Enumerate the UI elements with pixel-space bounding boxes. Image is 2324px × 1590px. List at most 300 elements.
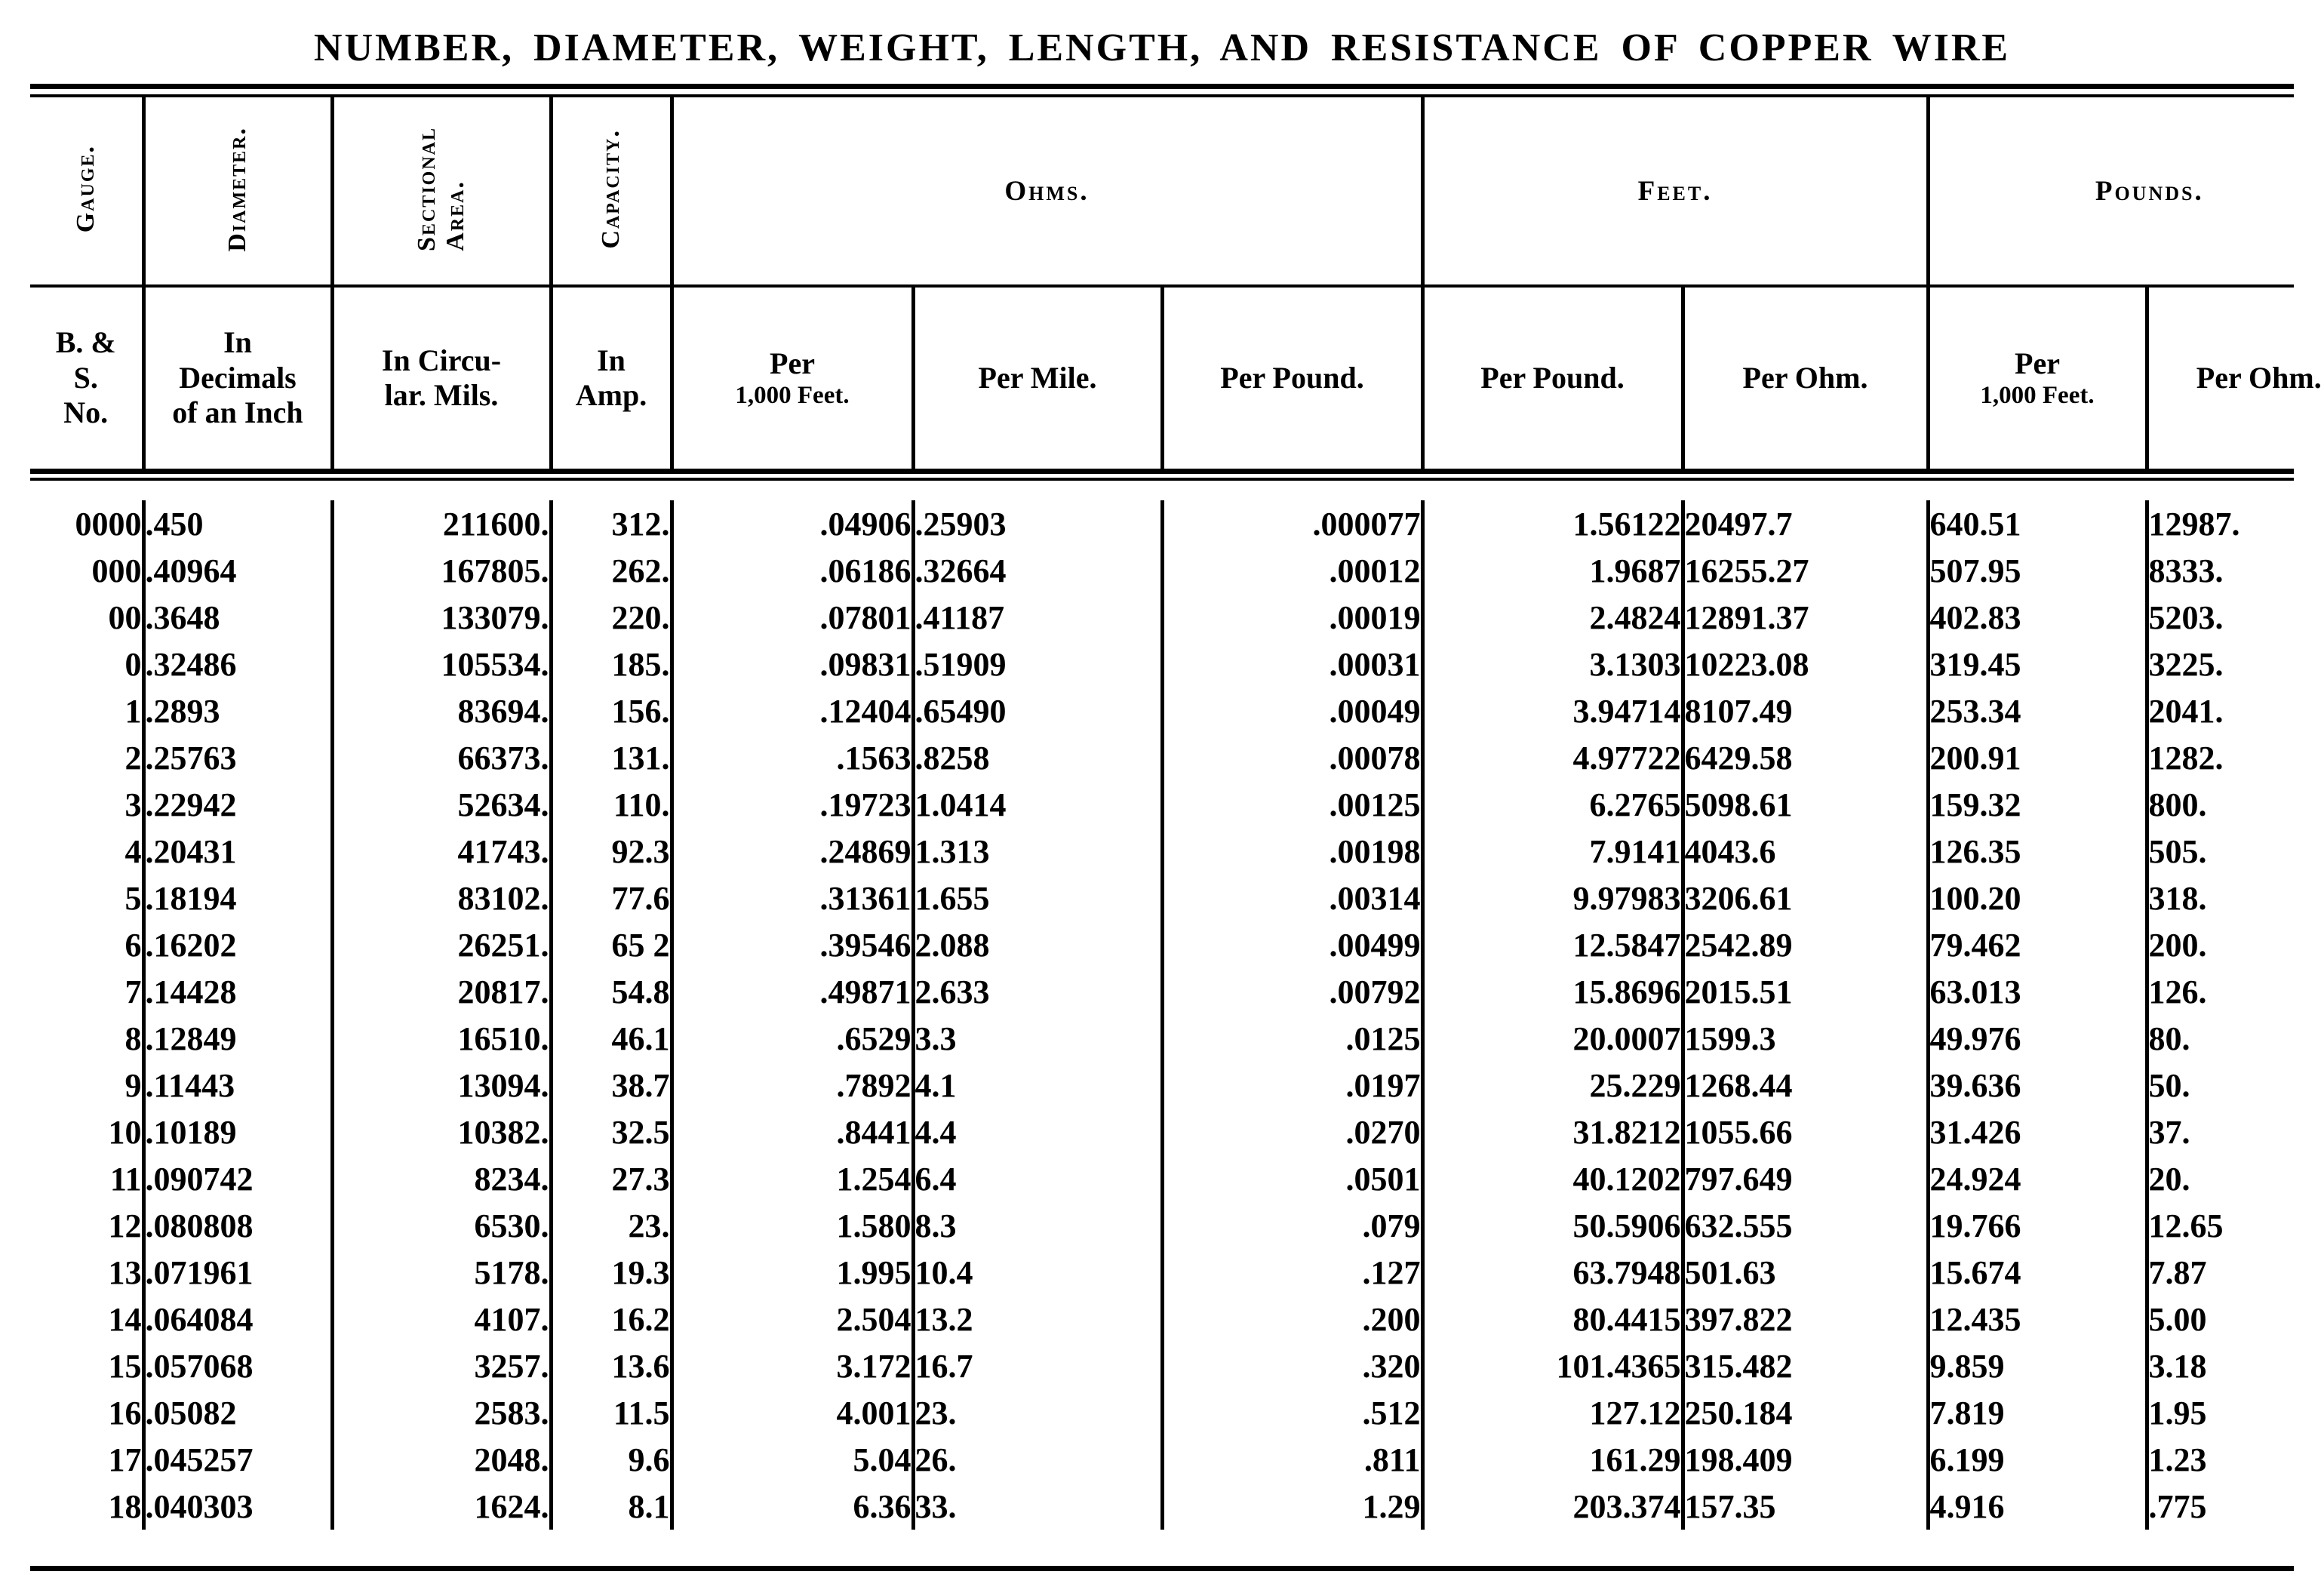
cell-ohms-per-1-000-feet: 1.995 <box>672 1249 913 1296</box>
cell-pounds-per-ohm: 200. <box>2147 921 2324 968</box>
cell-feet-per-pound: 40.1202 <box>1422 1155 1683 1202</box>
cell-ohms-per-1-000-feet: .04906 <box>672 500 913 547</box>
cell-pounds-per-ohm: 1282. <box>2147 734 2324 781</box>
cell-ohms-per-1-000-feet: .8441 <box>672 1109 913 1155</box>
cell-capacity-in-amp: 46.1 <box>551 1015 672 1062</box>
cell-ohms-per-pound: .079 <box>1162 1202 1422 1249</box>
cell-gauge-b-s-no: 15 <box>108 1347 142 1385</box>
cell-ohms-per-pound: .00012 <box>1162 547 1422 594</box>
cell-feet-per-ohm: 2542.89 <box>1683 921 1928 968</box>
cell-capacity-in-amp: 16.2 <box>551 1296 672 1342</box>
cell-feet-per-pound: 7.9141 <box>1422 828 1683 875</box>
table-row <box>30 641 2324 687</box>
page-title: NUMBER, DIAMETER, WEIGHT, LENGTH, AND RESISTANCE OF COPPER WIRE <box>313 26 2011 69</box>
table-row <box>30 1109 2324 1155</box>
header-sectional-area-line1: Sectional <box>413 127 441 251</box>
cell-capacity-in-amp: 185. <box>551 641 672 687</box>
cell-ohms-per-mile: .41187 <box>913 594 1162 641</box>
cell-pounds-per-ohm: 505. <box>2147 828 2324 875</box>
table-row <box>30 828 2324 875</box>
table-row <box>30 1249 2324 1296</box>
cell-feet-per-pound: 9.97983 <box>1422 875 1683 921</box>
header-feet-group: Feet. <box>1422 97 1928 284</box>
cell-gauge-b-s-no: 2 <box>124 739 142 777</box>
cell-pounds-per-1-000-feet: 19.766 <box>1928 1202 2147 1249</box>
cell-ohms-per-1-000-feet: .12404 <box>672 687 913 734</box>
cell-pounds-per-1-000-feet: 24.924 <box>1928 1155 2147 1202</box>
cell-capacity-in-amp: 32.5 <box>551 1109 672 1155</box>
table-row <box>30 687 2324 734</box>
cell-sectional-area-in-circular-mils: 16510. <box>332 1015 551 1062</box>
cell-capacity-in-amp: 131. <box>551 734 672 781</box>
cell-feet-per-ohm: 12891.37 <box>1683 594 1928 641</box>
cell-ohms-per-1-000-feet: .31361 <box>672 875 913 921</box>
cell-capacity-in-amp: 13.6 <box>551 1342 672 1389</box>
cell-ohms-per-1-000-feet: .09831 <box>672 641 913 687</box>
cell-diameter-in-decimals-of-an-inch: .080808 <box>143 1202 332 1249</box>
cell-ohms-per-pound: .127 <box>1162 1249 1422 1296</box>
cell-feet-per-pound: 3.1303 <box>1422 641 1683 687</box>
cell-gauge-b-s-no: 11 <box>109 1160 142 1198</box>
cell-sectional-area-in-circular-mils: 167805. <box>332 547 551 594</box>
cell-diameter-in-decimals-of-an-inch: .05082 <box>143 1389 332 1436</box>
copper-wire-subheader-table <box>30 288 2324 469</box>
cell-pounds-per-1-000-feet: 200.91 <box>1928 734 2147 781</box>
table-row <box>30 1342 2324 1389</box>
cell-gauge-b-s-no: 4 <box>124 832 142 870</box>
cell-feet-per-ohm: 1268.44 <box>1683 1062 1928 1109</box>
cell-ohms-per-pound: .000077 <box>1162 500 1422 547</box>
cell-ohms-per-1-000-feet: 3.172 <box>672 1342 913 1389</box>
cell-ohms-per-1-000-feet: .49871 <box>672 968 913 1015</box>
copper-wire-data-table <box>30 500 2324 1530</box>
cell-feet-per-ohm: 6429.58 <box>1683 734 1928 781</box>
cell-pounds-per-1-000-feet: 402.83 <box>1928 594 2147 641</box>
cell-pounds-per-1-000-feet: 15.674 <box>1928 1249 2147 1296</box>
cell-capacity-in-amp: 9.6 <box>551 1436 672 1483</box>
cell-sectional-area-in-circular-mils: 20817. <box>332 968 551 1015</box>
cell-diameter-in-decimals-of-an-inch: .11443 <box>143 1062 332 1109</box>
cell-ohms-per-mile: 8.3 <box>913 1202 1162 1249</box>
cell-ohms-per-mile: .51909 <box>913 641 1162 687</box>
header-capacity-label: Capacity. <box>597 129 625 249</box>
cell-diameter-in-decimals-of-an-inch: .25763 <box>143 734 332 781</box>
cell-ohms-per-1-000-feet: 2.504 <box>672 1296 913 1342</box>
subheader-decimals-inch <box>143 288 332 469</box>
cell-gauge-b-s-no: 13 <box>108 1253 142 1291</box>
cell-capacity-in-amp: 220. <box>551 594 672 641</box>
cell-ohms-per-mile: 4.4 <box>913 1109 1162 1155</box>
cell-diameter-in-decimals-of-an-inch: .045257 <box>143 1436 332 1483</box>
body-top-spacer <box>30 481 2294 500</box>
subheader-pounds-per-ohm: Per Ohm. <box>2147 288 2324 469</box>
cell-capacity-in-amp: 262. <box>551 547 672 594</box>
cell-feet-per-pound: 2.4824 <box>1422 594 1683 641</box>
cell-feet-per-ohm: 250.184 <box>1683 1389 1928 1436</box>
cell-capacity-in-amp: 156. <box>551 687 672 734</box>
cell-gauge-b-s-no: 17 <box>108 1441 142 1478</box>
table-row <box>30 1296 2324 1342</box>
cell-diameter-in-decimals-of-an-inch: .18194 <box>143 875 332 921</box>
cell-pounds-per-1-000-feet: 39.636 <box>1928 1062 2147 1109</box>
subheader-circular-mils <box>332 288 551 469</box>
cell-ohms-per-pound: .200 <box>1162 1296 1422 1342</box>
cell-ohms-per-pound: .811 <box>1162 1436 1422 1483</box>
cell-gauge-b-s-no: 0000 <box>75 505 142 543</box>
cell-gauge-b-s-no: 000 <box>91 552 142 589</box>
cell-sectional-area-in-circular-mils: 105534. <box>332 641 551 687</box>
header-sub-row <box>30 288 2324 469</box>
cell-diameter-in-decimals-of-an-inch: .16202 <box>143 921 332 968</box>
cell-gauge-b-s-no: 16 <box>108 1394 142 1432</box>
cell-capacity-in-amp: 312. <box>551 500 672 547</box>
cell-diameter-in-decimals-of-an-inch: .22942 <box>143 781 332 828</box>
subheader-ohms-per-1000-feet-line1: Per <box>770 346 815 380</box>
cell-feet-per-pound: 161.29 <box>1422 1436 1683 1483</box>
table-row <box>30 1062 2324 1109</box>
subheader-ohms-per-1000-feet <box>672 288 913 469</box>
cell-sectional-area-in-circular-mils: 13094. <box>332 1062 551 1109</box>
cell-pounds-per-ohm: 20. <box>2147 1155 2324 1202</box>
table-row <box>30 1155 2324 1202</box>
cell-diameter-in-decimals-of-an-inch: .064084 <box>143 1296 332 1342</box>
header-gauge <box>30 97 143 284</box>
cell-ohms-per-pound: .0125 <box>1162 1015 1422 1062</box>
cell-ohms-per-pound: .512 <box>1162 1389 1422 1436</box>
subheader-circular-mils-line2: lar. Mils. <box>384 378 499 412</box>
cell-ohms-per-mile: 2.633 <box>913 968 1162 1015</box>
cell-feet-per-ohm: 5098.61 <box>1683 781 1928 828</box>
cell-pounds-per-1-000-feet: 6.199 <box>1928 1436 2147 1483</box>
cell-sectional-area-in-circular-mils: 41743. <box>332 828 551 875</box>
cell-ohms-per-pound: .0197 <box>1162 1062 1422 1109</box>
cell-feet-per-ohm: 198.409 <box>1683 1436 1928 1483</box>
cell-diameter-in-decimals-of-an-inch: .3648 <box>143 594 332 641</box>
cell-ohms-per-pound: 1.29 <box>1162 1483 1422 1530</box>
cell-feet-per-pound: 63.7948 <box>1422 1249 1683 1296</box>
table-row <box>30 968 2324 1015</box>
cell-ohms-per-pound: .00499 <box>1162 921 1422 968</box>
cell-pounds-per-1-000-feet: 63.013 <box>1928 968 2147 1015</box>
cell-sectional-area-in-circular-mils: 2048. <box>332 1436 551 1483</box>
cell-sectional-area-in-circular-mils: 83102. <box>332 875 551 921</box>
table-row <box>30 1015 2324 1062</box>
cell-ohms-per-mile: .32664 <box>913 547 1162 594</box>
cell-ohms-per-mile: .25903 <box>913 500 1162 547</box>
header-diameter <box>143 97 332 284</box>
cell-ohms-per-mile: .8258 <box>913 734 1162 781</box>
cell-sectional-area-in-circular-mils: 66373. <box>332 734 551 781</box>
cell-ohms-per-mile: .65490 <box>913 687 1162 734</box>
cell-gauge-b-s-no: 18 <box>108 1487 142 1525</box>
cell-ohms-per-pound: .0501 <box>1162 1155 1422 1202</box>
cell-capacity-in-amp: 38.7 <box>551 1062 672 1109</box>
cell-feet-per-ohm: 20497.7 <box>1683 500 1928 547</box>
cell-gauge-b-s-no: 12 <box>108 1207 142 1244</box>
cell-feet-per-pound: 31.8212 <box>1422 1109 1683 1155</box>
subheader-pounds-per-1000-feet <box>1928 288 2147 469</box>
cell-feet-per-ohm: 4043.6 <box>1683 828 1928 875</box>
cell-feet-per-pound: 6.2765 <box>1422 781 1683 828</box>
table-row <box>30 781 2324 828</box>
cell-ohms-per-1-000-feet: .1563 <box>672 734 913 781</box>
header-capacity <box>551 97 672 284</box>
subheader-bs-no <box>30 288 143 469</box>
cell-pounds-per-ohm: 3225. <box>2147 641 2324 687</box>
cell-ohms-per-pound: .320 <box>1162 1342 1422 1389</box>
footer-spacer <box>30 1540 2294 1566</box>
header-pounds-group: Pounds. <box>1928 97 2324 284</box>
cell-pounds-per-ohm: 7.87 <box>2147 1249 2324 1296</box>
cell-diameter-in-decimals-of-an-inch: .057068 <box>143 1342 332 1389</box>
cell-capacity-in-amp: 8.1 <box>551 1483 672 1530</box>
subheader-feet-per-pound: Per Pound. <box>1422 288 1683 469</box>
subheader-ohms-per-pound: Per Pound. <box>1162 288 1422 469</box>
cell-gauge-b-s-no: 14 <box>108 1300 142 1338</box>
cell-feet-per-ohm: 1599.3 <box>1683 1015 1928 1062</box>
cell-feet-per-pound: 127.12 <box>1422 1389 1683 1436</box>
subheader-pounds-per-1000-feet-line2: 1,000 Feet. <box>1980 382 2095 410</box>
cell-pounds-per-1-000-feet: 159.32 <box>1928 781 2147 828</box>
cell-ohms-per-mile: 16.7 <box>913 1342 1162 1389</box>
cell-diameter-in-decimals-of-an-inch: .450 <box>143 500 332 547</box>
cell-feet-per-ohm: 16255.27 <box>1683 547 1928 594</box>
table-row <box>30 1436 2324 1483</box>
table-row <box>30 1389 2324 1436</box>
header-gauge-label: Gauge. <box>71 145 100 233</box>
cell-ohms-per-mile: 10.4 <box>913 1249 1162 1296</box>
cell-pounds-per-ohm: 318. <box>2147 875 2324 921</box>
table-row <box>30 921 2324 968</box>
cell-sectional-area-in-circular-mils: 6530. <box>332 1202 551 1249</box>
cell-diameter-in-decimals-of-an-inch: .2893 <box>143 687 332 734</box>
table-row <box>30 500 2324 547</box>
table-row <box>30 1483 2324 1530</box>
cell-ohms-per-mile: 2.088 <box>913 921 1162 968</box>
cell-gauge-b-s-no: 00 <box>108 598 142 636</box>
cell-ohms-per-pound: .00314 <box>1162 875 1422 921</box>
cell-pounds-per-ohm: 8333. <box>2147 547 2324 594</box>
cell-ohms-per-1-000-feet: 4.001 <box>672 1389 913 1436</box>
cell-pounds-per-1-000-feet: 319.45 <box>1928 641 2147 687</box>
cell-feet-per-ohm: 2015.51 <box>1683 968 1928 1015</box>
cell-diameter-in-decimals-of-an-inch: .32486 <box>143 641 332 687</box>
cell-ohms-per-mile: 13.2 <box>913 1296 1162 1342</box>
cell-pounds-per-1-000-feet: 507.95 <box>1928 547 2147 594</box>
cell-feet-per-pound: 15.8696 <box>1422 968 1683 1015</box>
subheader-in-amp <box>551 288 672 469</box>
cell-feet-per-pound: 203.374 <box>1422 1483 1683 1530</box>
cell-ohms-per-pound: .00198 <box>1162 828 1422 875</box>
copper-wire-table <box>30 97 2324 284</box>
header-diameter-label: Diameter. <box>223 126 251 252</box>
cell-feet-per-pound: 50.5906 <box>1422 1202 1683 1249</box>
cell-pounds-per-1-000-feet: 640.51 <box>1928 500 2147 547</box>
cell-pounds-per-1-000-feet: 100.20 <box>1928 875 2147 921</box>
subheader-feet-per-ohm: Per Ohm. <box>1683 288 1928 469</box>
cell-feet-per-pound: 20.0007 <box>1422 1015 1683 1062</box>
cell-diameter-in-decimals-of-an-inch: .14428 <box>143 968 332 1015</box>
cell-feet-per-ohm: 632.555 <box>1683 1202 1928 1249</box>
cell-sectional-area-in-circular-mils: 2583. <box>332 1389 551 1436</box>
cell-capacity-in-amp: 11.5 <box>551 1389 672 1436</box>
cell-sectional-area-in-circular-mils: 3257. <box>332 1342 551 1389</box>
cell-feet-per-pound: 80.4415 <box>1422 1296 1683 1342</box>
cell-pounds-per-1-000-feet: 31.426 <box>1928 1109 2147 1155</box>
cell-feet-per-pound: 101.4365 <box>1422 1342 1683 1389</box>
cell-ohms-per-pound: .00031 <box>1162 641 1422 687</box>
cell-pounds-per-ohm: 12.65 <box>2147 1202 2324 1249</box>
cell-ohms-per-pound: .0270 <box>1162 1109 1422 1155</box>
cell-ohms-per-mile: 23. <box>913 1389 1162 1436</box>
cell-sectional-area-in-circular-mils: 211600. <box>332 500 551 547</box>
cell-capacity-in-amp: 65 2 <box>551 921 672 968</box>
cell-ohms-per-pound: .00078 <box>1162 734 1422 781</box>
cell-diameter-in-decimals-of-an-inch: .40964 <box>143 547 332 594</box>
rule-spacer <box>30 89 2294 94</box>
cell-ohms-per-1-000-feet: .19723 <box>672 781 913 828</box>
cell-sectional-area-in-circular-mils: 26251. <box>332 921 551 968</box>
cell-sectional-area-in-circular-mils: 5178. <box>332 1249 551 1296</box>
cell-pounds-per-1-000-feet: 9.859 <box>1928 1342 2147 1389</box>
subheader-ohms-per-1000-feet-line2: 1,000 Feet. <box>735 382 850 410</box>
cell-ohms-per-pound: .00019 <box>1162 594 1422 641</box>
cell-feet-per-ohm: 157.35 <box>1683 1483 1928 1530</box>
table-row <box>30 594 2324 641</box>
cell-gauge-b-s-no: 3 <box>124 786 142 823</box>
cell-diameter-in-decimals-of-an-inch: .040303 <box>143 1483 332 1530</box>
cell-pounds-per-ohm: 5203. <box>2147 594 2324 641</box>
cell-feet-per-ohm: 8107.49 <box>1683 687 1928 734</box>
cell-sectional-area-in-circular-mils: 10382. <box>332 1109 551 1155</box>
cell-diameter-in-decimals-of-an-inch: .12849 <box>143 1015 332 1062</box>
subheader-circular-mils-line1: In Circu- <box>381 343 502 377</box>
cell-pounds-per-ohm: 5.00 <box>2147 1296 2324 1342</box>
cell-feet-per-ohm: 501.63 <box>1683 1249 1928 1296</box>
cell-feet-per-ohm: 3206.61 <box>1683 875 1928 921</box>
cell-sectional-area-in-circular-mils: 133079. <box>332 594 551 641</box>
cell-diameter-in-decimals-of-an-inch: .20431 <box>143 828 332 875</box>
subheader-bs-no-line3: No. <box>63 395 109 430</box>
cell-pounds-per-ohm: 126. <box>2147 968 2324 1015</box>
wire-table-container <box>30 84 2322 1571</box>
cell-capacity-in-amp: 27.3 <box>551 1155 672 1202</box>
cell-ohms-per-1-000-feet: .07801 <box>672 594 913 641</box>
cell-ohms-per-1-000-feet: 1.580 <box>672 1202 913 1249</box>
cell-pounds-per-ohm: .775 <box>2147 1483 2324 1530</box>
cell-sectional-area-in-circular-mils: 52634. <box>332 781 551 828</box>
subheader-decimals-line1: In <box>223 325 252 360</box>
cell-feet-per-ohm: 797.649 <box>1683 1155 1928 1202</box>
cell-feet-per-pound: 4.97722 <box>1422 734 1683 781</box>
cell-diameter-in-decimals-of-an-inch: .090742 <box>143 1155 332 1202</box>
cell-ohms-per-1-000-feet: .7892 <box>672 1062 913 1109</box>
cell-pounds-per-ohm: 80. <box>2147 1015 2324 1062</box>
cell-pounds-per-ohm: 800. <box>2147 781 2324 828</box>
cell-pounds-per-ohm: 12987. <box>2147 500 2324 547</box>
table-bottom-rule <box>30 1566 2294 1571</box>
cell-sectional-area-in-circular-mils: 83694. <box>332 687 551 734</box>
subheader-ohms-per-mile: Per Mile. <box>913 288 1162 469</box>
cell-gauge-b-s-no: 0 <box>124 645 142 683</box>
cell-feet-per-pound: 25.229 <box>1422 1062 1683 1109</box>
cell-ohms-per-mile: 33. <box>913 1483 1162 1530</box>
cell-feet-per-ohm: 1055.66 <box>1683 1109 1928 1155</box>
table-row <box>30 734 2324 781</box>
cell-ohms-per-1-000-feet: 5.04 <box>672 1436 913 1483</box>
cell-feet-per-pound: 1.56122 <box>1422 500 1683 547</box>
body-bottom-spacer <box>30 1530 2294 1540</box>
table-row <box>30 1202 2324 1249</box>
cell-capacity-in-amp: 92.3 <box>551 828 672 875</box>
cell-ohms-per-pound: .00049 <box>1162 687 1422 734</box>
cell-ohms-per-pound: .00792 <box>1162 968 1422 1015</box>
subheader-decimals-line2: Decimals <box>179 360 297 395</box>
cell-diameter-in-decimals-of-an-inch: .10189 <box>143 1109 332 1155</box>
cell-capacity-in-amp: 54.8 <box>551 968 672 1015</box>
cell-ohms-per-1-000-feet: .39546 <box>672 921 913 968</box>
cell-pounds-per-1-000-feet: 4.916 <box>1928 1483 2147 1530</box>
table-row <box>30 547 2324 594</box>
cell-sectional-area-in-circular-mils: 1624. <box>332 1483 551 1530</box>
cell-pounds-per-1-000-feet: 126.35 <box>1928 828 2147 875</box>
table-row <box>30 875 2324 921</box>
cell-pounds-per-ohm: 1.95 <box>2147 1389 2324 1436</box>
cell-ohms-per-mile: 1.313 <box>913 828 1162 875</box>
cell-capacity-in-amp: 110. <box>551 781 672 828</box>
cell-feet-per-pound: 3.94714 <box>1422 687 1683 734</box>
cell-capacity-in-amp: 19.3 <box>551 1249 672 1296</box>
cell-feet-per-pound: 12.5847 <box>1422 921 1683 968</box>
cell-capacity-in-amp: 77.6 <box>551 875 672 921</box>
cell-pounds-per-1-000-feet: 79.462 <box>1928 921 2147 968</box>
cell-gauge-b-s-no: 10 <box>108 1113 142 1151</box>
cell-gauge-b-s-no: 6 <box>124 926 142 964</box>
cell-ohms-per-1-000-feet: .06186 <box>672 547 913 594</box>
cell-ohms-per-mile: 1.655 <box>913 875 1162 921</box>
cell-pounds-per-ohm: 1.23 <box>2147 1436 2324 1483</box>
cell-gauge-b-s-no: 1 <box>124 692 142 730</box>
cell-ohms-per-mile: 26. <box>913 1436 1162 1483</box>
cell-capacity-in-amp: 23. <box>551 1202 672 1249</box>
cell-gauge-b-s-no: 5 <box>124 879 142 917</box>
subheader-pounds-per-1000-feet-line1: Per <box>2015 346 2060 380</box>
cell-pounds-per-ohm: 50. <box>2147 1062 2324 1109</box>
subheader-decimals-line3: of an Inch <box>172 395 303 430</box>
cell-pounds-per-1-000-feet: 12.435 <box>1928 1296 2147 1342</box>
cell-gauge-b-s-no: 9 <box>124 1066 142 1104</box>
subheader-bs-no-line1: B. & <box>55 325 116 360</box>
cell-sectional-area-in-circular-mils: 8234. <box>332 1155 551 1202</box>
table-body <box>30 500 2324 1530</box>
header-group-row <box>30 97 2324 284</box>
cell-ohms-per-mile: 1.0414 <box>913 781 1162 828</box>
cell-feet-per-pound: 1.9687 <box>1422 547 1683 594</box>
cell-pounds-per-1-000-feet: 7.819 <box>1928 1389 2147 1436</box>
header-ohms-group: Ohms. <box>672 97 1422 284</box>
header-sectional-area-line2: Area. <box>441 180 469 251</box>
cell-ohms-per-1-000-feet: 1.254 <box>672 1155 913 1202</box>
cell-ohms-per-pound: .00125 <box>1162 781 1422 828</box>
cell-feet-per-ohm: 397.822 <box>1683 1296 1928 1342</box>
cell-ohms-per-mile: 3.3 <box>913 1015 1162 1062</box>
cell-ohms-per-mile: 6.4 <box>913 1155 1162 1202</box>
cell-feet-per-ohm: 10223.08 <box>1683 641 1928 687</box>
cell-ohms-per-1-000-feet: .24869 <box>672 828 913 875</box>
cell-ohms-per-mile: 4.1 <box>913 1062 1162 1109</box>
cell-gauge-b-s-no: 7 <box>124 973 142 1010</box>
cell-pounds-per-1-000-feet: 49.976 <box>1928 1015 2147 1062</box>
